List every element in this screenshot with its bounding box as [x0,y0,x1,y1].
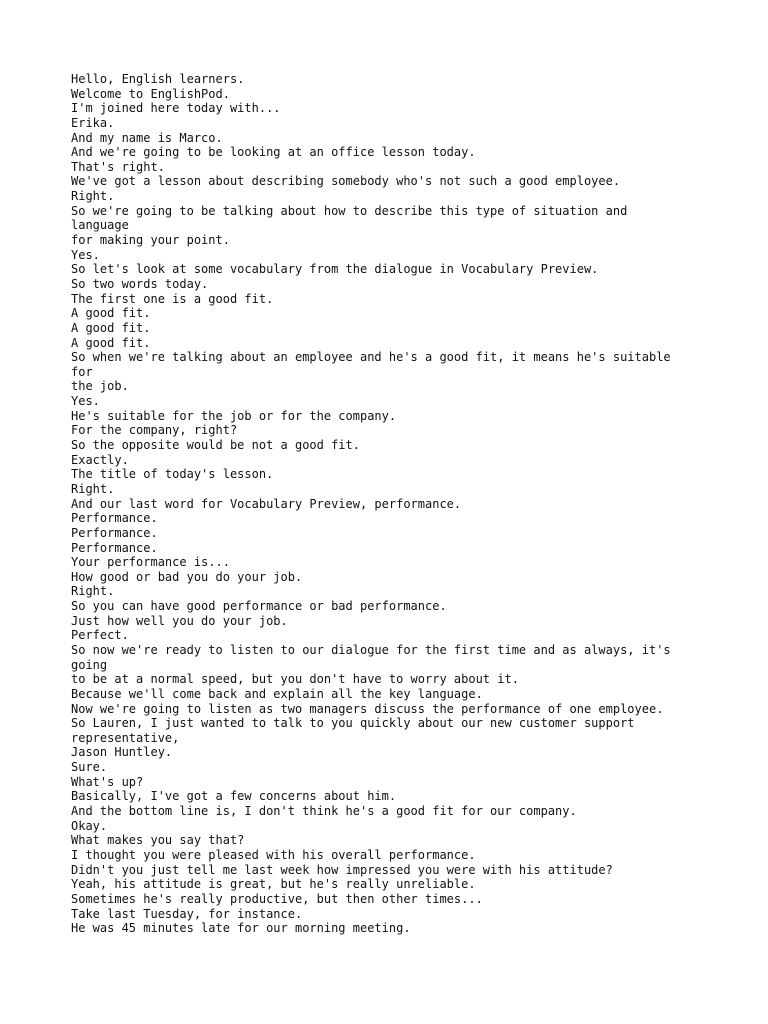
transcript-line: For the company, right? [71,423,238,438]
transcript-line: Perfect. [71,628,129,643]
transcript-line: Yes. [71,394,100,409]
transcript-line: Your performance is... [71,555,230,570]
transcript-line: We've got a lesson about describing somebody who's not such a good employee. [71,174,621,189]
transcript-line: Performance. [71,511,158,526]
transcript-line: So when we're talking about an employee and he's a good fit, it means he's suitable [71,350,671,365]
transcript-line: Yes. [71,247,100,262]
transcript-line: Sometimes he's really productive, but then other times... [71,891,483,906]
transcript-line: Performance. [71,540,158,555]
transcript-line: So two words today. [71,276,209,291]
transcript-line: What makes you say that? [71,833,245,848]
transcript-line: The title of today's lesson. [71,467,274,482]
transcript-line: The first one is a good fit. [71,291,274,306]
transcript-line: And the bottom line is, I don't think he's a good fit for our company. [71,804,577,819]
transcript-line: And my name is Marco. [71,130,223,145]
transcript-line: Just how well you do your job. [71,613,288,628]
transcript-line: Now we're going to listen as two managers discuss the performance of one employee. [71,701,664,716]
transcript-line: Because we'll come back and explain all the key language. [71,686,483,701]
transcript-line: And we're going to be looking at an office lesson today. [71,145,476,160]
transcript-line: Performance. [71,525,158,540]
transcript-line: Right. [71,584,115,599]
transcript-line: What's up? [71,774,144,789]
transcript-line: representative, [71,730,180,745]
transcript-line: I'm joined here today with... [71,101,281,116]
transcript-line: A good fit. [71,320,151,335]
transcript-line: So now we're ready to listen to our dialogue for the first time and as always, it's [71,642,671,657]
transcript-line: Welcome to EnglishPod. [71,86,230,101]
transcript-line: I thought you were pleased with his overall performance. [71,847,476,862]
transcript-line: So we're going to be talking about how to describe this type of situation and [71,203,628,218]
transcript-line: He was 45 minutes late for our morning meeting. [71,921,411,936]
transcript-line: He's suitable for the job or for the company. [71,408,397,423]
transcript-line: to be at a normal speed, but you don't have to worry about it. [71,672,519,687]
transcript-line: the job. [71,379,129,394]
transcript-line: Yeah, his attitude is great, but he's really unreliable. [71,877,476,892]
transcript-line: Sure. [71,760,108,775]
transcript-line: So Lauren, I just wanted to talk to you quickly about our new customer support [71,716,635,731]
transcript-line: for making your point. [71,233,230,248]
transcript-line: for [71,364,93,379]
transcript-line: Right. [71,481,115,496]
transcript-line: going [71,657,108,672]
transcript-line: Basically, I've got a few concerns about him. [71,789,397,804]
transcript-line: So you can have good performance or bad performance. [71,599,447,614]
transcript-line: Didn't you just tell me last week how impressed you were with his attitude? [71,862,613,877]
transcript-text [71,72,721,936]
transcript-line: That's right. [71,159,165,174]
transcript-line: Erika. [71,115,115,130]
transcript-line: So let's look at some vocabulary from the dialogue in Vocabulary Preview. [71,262,599,277]
transcript-line: A good fit. [71,335,151,350]
transcript-line: And our last word for Vocabulary Preview, performance. [71,496,462,511]
transcript-line: So the opposite would be not a good fit. [71,438,360,453]
transcript-line: Take last Tuesday, for instance. [71,906,303,921]
transcript-line: A good fit. [71,306,151,321]
transcript-line: Jason Huntley. [71,745,173,760]
transcript-line: Hello, English learners. [71,72,245,86]
transcript-line: Okay. [71,818,108,833]
transcript-line: language [71,218,129,233]
transcript-line: Right. [71,189,115,204]
transcript-line: Exactly. [71,452,129,467]
transcript-line: How good or bad you do your job. [71,569,303,584]
